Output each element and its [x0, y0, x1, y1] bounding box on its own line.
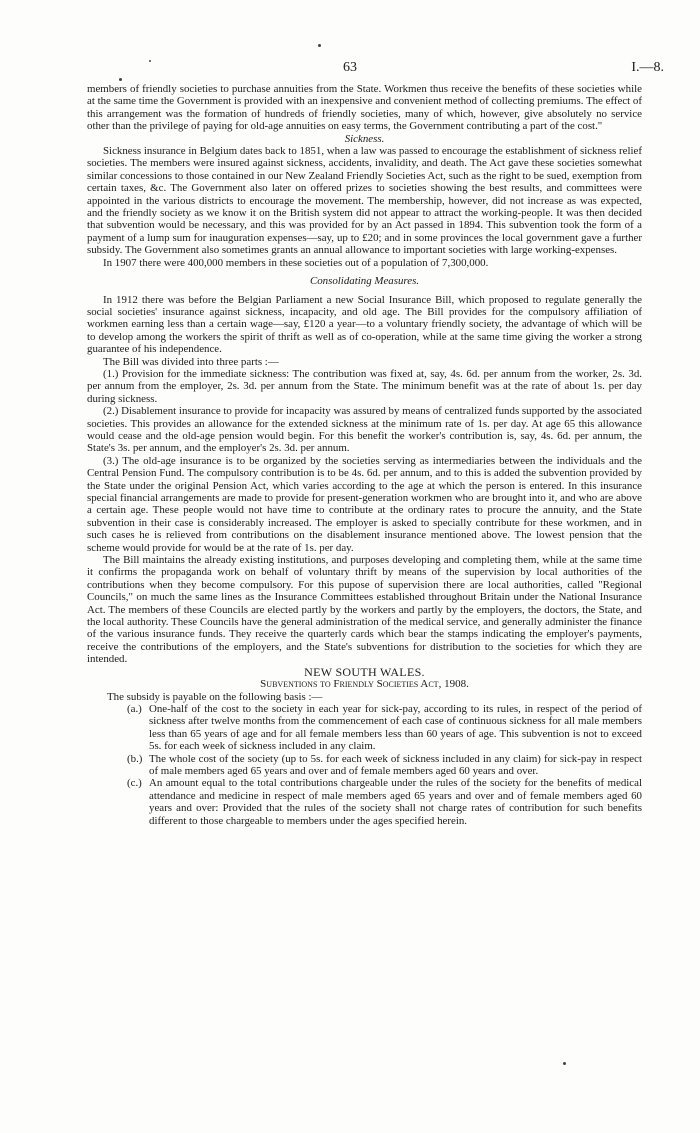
- paragraph: The Bill was divided into three parts :—: [103, 355, 279, 368]
- paragraph: The Bill maintains the already existing institutions, and purposes developing and completing them, while at the same time it confirms the propaganda work on behalf of voluntary thrift by means of the supervision by local authorities of the contributions when they become compulsory. For this pupose of supervision there are local authorities, called "Regional Councils," on much the same lines as the Insurance Committees established throughout Britain under the National Insurance Act. The members of these Councils are elected partly by the workers and partly by the employers, the doctors, the State, and the local authority. These Councils have the general administration of the medical service, and generally administer the finance of the various insurance funds. They receive the quarterly cards which bear the stamps indicating the employer's payments, receive the contributions of the employers, and the State's subventions for distribution to the societies for which they are intended.: [87, 554, 642, 666]
- document-reference: I.—8.: [631, 60, 664, 75]
- page-number: 63: [343, 60, 357, 75]
- paragraph: (3.) The old-age insurance is to be organized by the societies serving as intermediaries between the individuals and the Central Pension Fund. The compulsory contribution is to be 4s. 6d. per annum, and to this is added the subvention provided by the State under the original Pension Act, which varies according to the age at which the person is entered. In this insurance special financial arrangements are made to provide for present-generation workmen who are brought into it, and who are above a certain age. These people would not have time to contribute at the ordinary rates to procure the annuity, and the State subvention in their case is considerably increased. The employer is asked to specially contribute for these workmen, and in such cases he is relieved from contributions on the disablement insurance mentioned above. The lowest pension that the scheme would provide for would be at the rate of 1s. per day.: [87, 454, 642, 554]
- list-item-text: An amount equal to the total contributions chargeable under the rules of the society for the benefits of medical attendance and medicine in respect of male members aged 65 years and over and of female members aged 60 years and over: Provided that the rules of the society shall not charge rates of contribution for such benefits different to those chargeable to members under the ages specified herein.: [149, 777, 642, 827]
- paragraph: Sickness insurance in Belgium dates back to 1851, when a law was passed to encourage the establishment of sickness relief societies. The members were insured against sickness, accidents, invalidity, and death. The Act gave these societies somewhat similar concessions to those contained in our New Zealand Friendly Societies Act, such as the right to be sued, exemption from certain taxes, &c. The Government also later on offered prizes to societies showing the best results, and committees were appointed in the various districts to encourage the movement. The membership, however, did not increase as was expected, and the friendly society as we know it on the British system did not appear to attract the working-people. It was then decided that subvention would be necessary, and this was provided for by an Act passed in 1894. This subvention took the form of a payment of a lump sum for inauguration expenses—say, up to £20; and in some provinces the local government gave a further subsidy. The Government also sometimes grants an annual allowance to important societies with large working-expenses.: [87, 145, 642, 257]
- list-item-b: [127, 753, 642, 778]
- scan-speck: [318, 44, 321, 47]
- list-item-label: (c.): [127, 777, 142, 790]
- act-subheading: Subventions to Friendly Societies Act, 1908.: [260, 678, 469, 691]
- paragraph: In 1912 there was before the Belgian Parliament a new Social Insurance Bill, which proposed to regulate generally the social societies' insurance against sickness, incapacity, and old age. The Bill provides for the compulsory affiliation of workmen earning less than a certain wage—say, £120 a year—to a voluntary friendly society, the advantage of which will be to develop among the workers the spirit of thrift as well as of co-operation, while at the same time giving the worker a strong guarantee of his independence.: [87, 293, 642, 356]
- scan-speck: [119, 78, 122, 81]
- paragraph: members of friendly societies to purchase annuities from the State. Workmen thus receive the benefits of these societies while at the same time the Government is provided with an inexpensive and convenient method of collecting premiums. The effect of this arrangement was the formation of hundreds of friendly societies, many of which, however, give absolutely no service other than the privilege of paying for old-age annuities on easy terms, the Government contributing a part of the cost.": [87, 83, 642, 133]
- list-intro: The subsidy is payable on the following basis :—: [107, 690, 323, 703]
- list-item-label: (b.): [127, 752, 143, 765]
- section-heading-consolidating: Consolidating Measures.: [309, 275, 420, 288]
- section-heading-nsw: NEW SOUTH WALES.: [304, 664, 425, 679]
- list-item-a: [127, 703, 642, 753]
- paragraph: (1.) Provision for the immediate sickness: The contribution was fixed at, say, 4s. 6d. per annum from the worker, 2s. 3d. per annum from the employer, 2s. 3d. per annum from the State. The minimum benefit was at the rate of about 1s. per day during sickness.: [87, 367, 642, 405]
- page-header: [0, 60, 700, 80]
- list-item-c: [127, 777, 642, 827]
- body-text: [87, 83, 642, 827]
- scan-speck: [563, 1062, 566, 1065]
- section-heading-sickness: Sickness.: [344, 132, 385, 145]
- paragraph: In 1907 there were 400,000 members in these societies out of a population of 7,300,000.: [103, 256, 489, 269]
- scan-speck: [149, 60, 151, 62]
- list-item-text: One-half of the cost to the society in each year for sick-pay, according to its rules, in respect of the period of sickness after twelve months from the commencement of each case of continuous sickness for all male members less than 65 years of age and for all female members less than 60 years of age. This subvention is not to exceed 5s. for each week of sickness included in any claim.: [149, 702, 642, 753]
- list-item-text: The whole cost of the society (up to 5s. for each week of sickness included in any claim) for sick-pay in respect of male members aged 65 years and over and of female members aged 60 years and over.: [149, 752, 642, 777]
- list-item-label: (a.): [127, 702, 142, 715]
- paragraph: (2.) Disablement insurance to provide for incapacity was assured by means of centralized funds supported by the associated societies. This provides an allowance for the extended sickness at the minimum rate of 1s. per day. At age 65 this allowance would cease and the old-age pension would begin. For this benefit the worker's contribution is, say, 4s. 6d. per annum, the State's 3s. per annum, and the employer's 2s. 3d. per annum.: [87, 405, 642, 455]
